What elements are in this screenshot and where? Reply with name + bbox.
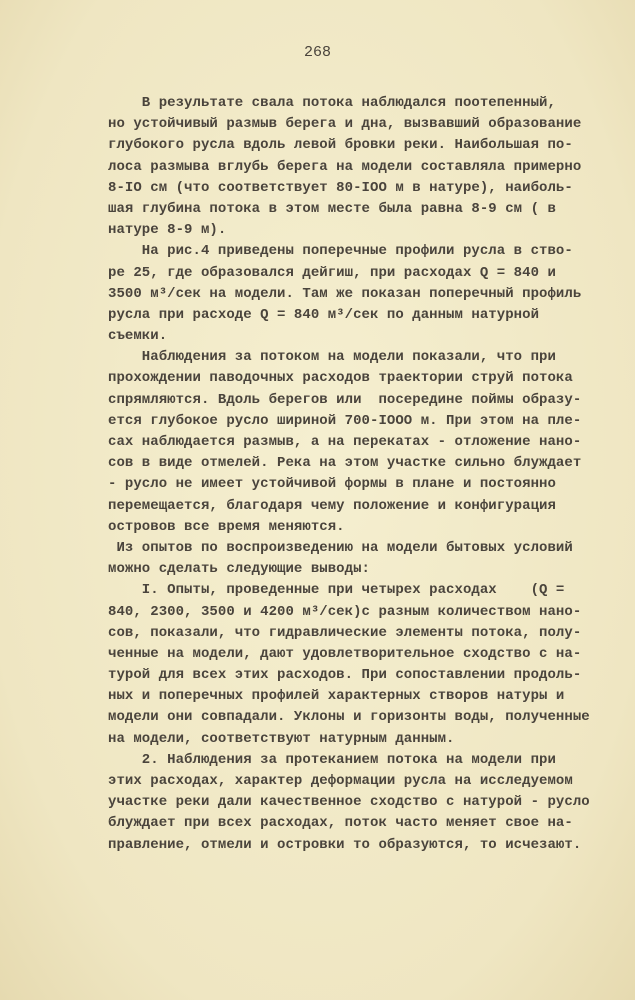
text-line: ных и поперечных профилей характерных створов натуры и	[108, 688, 565, 705]
text-line: модели они совпадали. Уклоны и горизонты воды, полученные	[108, 709, 590, 726]
text-line: 8-IO см (что соответствует 80-IOO м в натуре), наиболь-	[108, 179, 573, 196]
text-line: съемки.	[108, 328, 168, 345]
text-line: русла при расходе Q = 840 м³/сек по данным натурной	[108, 306, 540, 323]
text-line: 2. Наблюдения за протеканием потока на модели при	[108, 751, 556, 768]
text-line: можно сделать следующие выводы:	[108, 561, 370, 578]
text-line: Из опытов по воспроизведению на модели бытовых условий	[108, 539, 573, 556]
page-number: 268	[303, 44, 331, 61]
text-line: сов в виде отмелей. Река на этом участке сильно блуждает	[108, 455, 582, 472]
text-line: но устойчивый размыв берега и дна, вызвавший образование	[108, 116, 582, 133]
text-line: лоса размыва вглубь берега на модели составляла примерно	[108, 158, 582, 175]
text-line: перемещается, благодаря чему положение и конфигурация	[108, 497, 556, 514]
text-line: островов все время меняются.	[108, 518, 345, 535]
text-line: ется глубокое русло шириной 700-IOOO м. При этом на пле-	[108, 412, 582, 429]
document-body	[108, 93, 608, 856]
text-line: 840, 2300, 3500 и 4200 м³/сек)с разным количеством нано-	[108, 603, 582, 620]
text-line: участке реки дали качественное сходство с натурой - русло	[108, 794, 590, 811]
text-line: На рис.4 приведены поперечные профили русла в ство-	[108, 243, 573, 260]
text-line: спрямляются. Вдоль берегов или посередине поймы образу-	[108, 391, 582, 408]
text-line: ре 25, где образовался дейгиш, при расходах Q = 840 и	[108, 264, 556, 281]
text-line: блуждает при всех расходах, поток часто меняет свое на-	[108, 815, 573, 832]
text-line: этих расходах, характер деформации русла на исследуемом	[108, 773, 573, 789]
text-line: сах наблюдается размыв, а на перекатах - отложение нано-	[108, 434, 582, 450]
text-line: прохождении паводочных расходов траектории струй потока	[108, 370, 573, 387]
text-line: турой для всех этих расходов. При сопоставлении продоль-	[108, 667, 582, 684]
text-line: В результате свала потока наблюдался поотепенный,	[108, 95, 556, 111]
text-line: Наблюдения за потоком на модели показали, что при	[108, 349, 556, 366]
text-line: сов, показали, что гидравлические элементы потока, полу-	[108, 624, 582, 641]
text-line: I. Опыты, проведенные при четырех расходах (Q =	[108, 582, 565, 599]
text-line: на модели, соответствуют натурным данным.	[108, 730, 455, 747]
text-line: 3500 м³/сек на модели. Там же показан поперечный профиль	[108, 285, 582, 302]
text-line: шая глубина потока в этом месте была равна 8-9 см ( в	[108, 200, 556, 217]
text-line: глубокого русла вдоль левой бровки реки. Наибольшая по-	[108, 137, 573, 154]
text-line: правление, отмели и островки то образуются, то исчезают.	[108, 836, 582, 853]
text-line: натуре 8-9 м).	[108, 222, 227, 239]
text-line: ченные на модели, дают удовлетворительное сходство с на-	[108, 645, 582, 662]
text-line: - русло не имеет устойчивой формы в плане и постоянно	[108, 476, 556, 493]
